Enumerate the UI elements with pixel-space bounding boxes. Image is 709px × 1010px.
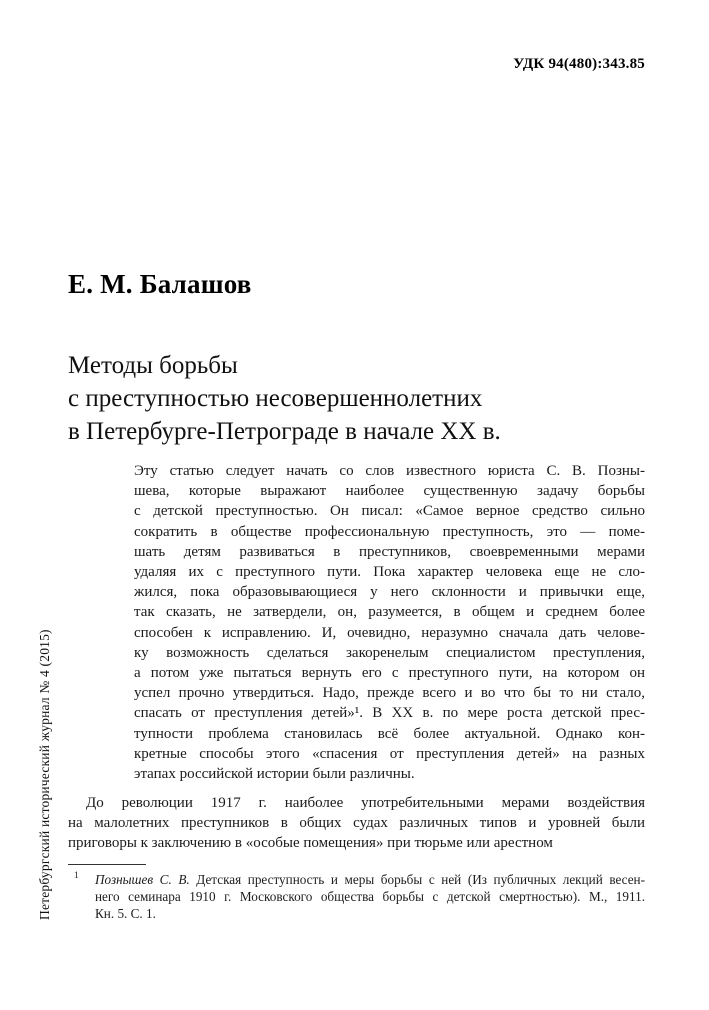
article-author: Е. М. Балашов	[68, 269, 252, 299]
footnote-line-1	[95, 871, 645, 888]
udc-classification-code: УДК 94(480):343.85	[513, 56, 645, 72]
journal-title-vertical-label: Петербургский исторический журнал № 4 (2015)	[37, 629, 52, 920]
footnote-marker: 1	[74, 871, 79, 881]
body-paragraph: До революции 1917 г. наиболее употребительными мерами воздействия на малолетних преступников в общих судах различных типов и уровней были приговоры к заключению в «особые помещения» при тюрьме или арестном	[68, 795, 645, 852]
lead-paragraph: Эту статью следует начать со слов известного юриста С. В. Позны- шева, которые выражают наиболее существенную задачу борьбы с детской преступностью. Он писал: «Самое верное средство сильно сократить в обществе профессиональную преступность, это — поме- шать детям развиваться в преступников, своевременными мерами удаляя их с преступного пути. Пока характер человека еще не сло- жился, пока образовывающиеся у него склонности и привычки еще, так сказать, не затвердели, он, разумеется, в общем и среднем более способен к исправлению. И, очевидно, неразумно сначала дать челове- ку возможность сделаться закоренелым специалистом преступления, а потом уже пытаться вернуть его с преступного пути, на котором он успел прочно утвердиться. Надо, прежде всего и во что бы то ни стало, спасать от преступления детей»¹. В XX в. по мере роста детской прес- тупности проблема становилась всё более актуальной. Однако кон- кретные способы этого «спасения от преступления детей» на разных этапах российской истории были различны.	[134, 463, 645, 783]
article-title: Методы борьбы с преступностью несовершеннолетних в Петербурге-Петрограде в начале XX в.	[68, 352, 501, 445]
footnote-continuation-lines: него семинара 1910 г. Московского общества борьбы с детской смертностью). М., 1911. Кн. 5. С. 1.	[95, 889, 645, 921]
footnote-citation-text: Детская преступность и меры борьбы с ней (Из публичных лекций весен-	[189, 872, 645, 887]
footnote-cited-author: Познышев С. В.	[95, 872, 190, 887]
footnote-separator-rule	[68, 864, 146, 865]
footnote-body	[68, 871, 645, 922]
footnote	[68, 871, 645, 922]
